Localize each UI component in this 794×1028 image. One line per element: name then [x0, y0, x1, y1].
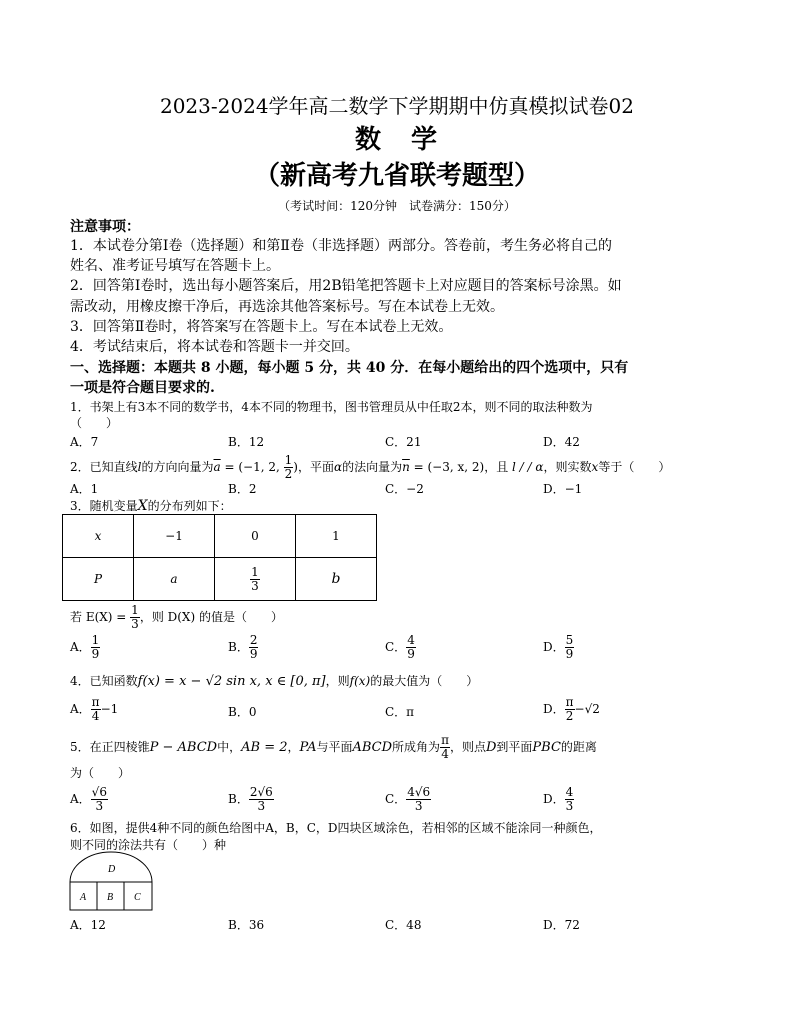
table-cell: 0	[215, 515, 296, 558]
notice-item-1b: 姓名、准考证号填写在答题卡上。	[70, 258, 280, 274]
q2-option-c: C．−2	[385, 482, 424, 496]
q1-option-d: D．42	[543, 435, 580, 449]
distribution-table	[62, 514, 377, 601]
q5-option-d: D． $\frac{4}{3}$	[543, 785, 574, 813]
q2-option-d: D．−1	[543, 482, 583, 496]
table-cell: a	[134, 558, 215, 601]
q2-frac-half: $\frac{1}{2}$	[284, 453, 293, 481]
region-label-a: A	[80, 892, 87, 903]
q1-stem-a: 1．书架上有3本不同的数学书，4本不同的物理书，图书管理员从中任取2本，则不同的取法种数为	[70, 400, 593, 414]
notice-item-3: 3．回答第Ⅱ卷时，将答案写在答题卡上。写在本试卷上无效。	[70, 319, 453, 335]
q6-option-c: C．48	[385, 918, 422, 932]
table-row	[63, 558, 377, 601]
region-figure	[68, 850, 154, 912]
q3-intro: 3．随机变量X的分布列如下：	[70, 498, 232, 514]
notice-heading: 注意事项：	[70, 219, 140, 235]
q5-stem-b: 为（ ）	[70, 766, 131, 780]
region-label-c: C	[134, 892, 141, 903]
q2-stem: 2．已知直线l的方向向量为$\overline{a} = (-1$, 2, $\frac{1}{2}$ )，平面α的法向量为$\overline{n} = (-3$, x, 2)，且 l / / α，则实数x等于（ ）	[70, 453, 671, 481]
table-cell: $\frac{1}{3}$	[215, 558, 296, 601]
q5-option-b: B． $\frac{2√6}{3}$	[228, 785, 273, 813]
region-label-d: D	[108, 864, 116, 875]
region-label-b: B	[107, 892, 114, 903]
q1-option-b: B．12	[228, 435, 265, 449]
q4-option-b: B．0	[228, 705, 257, 719]
q3-option-c: C． $\frac{4}{9}$	[385, 633, 415, 661]
notice-item-4: 4．考试结束后，将本试卷和答题卡一并交回。	[70, 339, 359, 355]
q4-stem: 4．已知函数f(x) = x − √2 sin x, x ∈ [0, π]，则f(x)的最大值为（ ）	[70, 674, 479, 689]
q3-option-d: D． $\frac{5}{9}$	[543, 633, 574, 661]
notice-item-2a: 2．回答第Ⅰ卷时，选出每小题答案后，用2B铅笔把答题卡上对应题目的答案标号涂黑。如	[70, 278, 622, 294]
exam-title: 2023-2024学年高二数学下学期期中仿真模拟试卷02	[159, 94, 634, 118]
subject-title: 数 学	[354, 125, 439, 155]
table-cell: x	[63, 515, 134, 558]
q6-option-a: A．12	[70, 918, 106, 932]
exam-type-title: （新高考九省联考题型）	[253, 161, 540, 191]
q6-stem-b: 则不同的涂法共有（ ）种	[70, 838, 227, 852]
q4-option-c: C．π	[385, 705, 415, 719]
q1-option-c: C．21	[385, 435, 422, 449]
table-row	[63, 515, 377, 558]
table-cell: b	[296, 558, 377, 601]
q5-option-a: A． $\frac{√6}{3}$	[70, 785, 107, 813]
exam-info: （考试时间：120分钟 试卷满分：150分）	[278, 199, 516, 213]
table-cell: 1	[296, 515, 377, 558]
q2-option-a: A．1	[70, 482, 99, 496]
q4-option-d: D． $\frac{\pi}{2}$ −√2	[543, 695, 600, 723]
q2-option-b: B．2	[228, 482, 257, 496]
q1-stem-b: （ ）	[70, 416, 119, 430]
table-cell: P	[63, 558, 134, 601]
table-cell: −1	[134, 515, 215, 558]
q6-option-b: B．36	[228, 918, 265, 932]
section-heading-a: 一、选择题：本题共 8 小题，每小题 5 分，共 40 分．在每小题给出的四个选项中，只有	[70, 360, 629, 376]
q5-option-c: C． $\frac{4√6}{3}$	[385, 785, 431, 813]
notice-item-2b: 需改动，用橡皮擦干净后，再选涂其他答案标号。写在本试卷上无效。	[70, 299, 504, 315]
q3-condition: 若 E(X) = $\frac{1}{3}$ ，则 D(X) 的值是（ ）	[70, 603, 283, 631]
q6-option-d: D．72	[543, 918, 580, 932]
q5-stem-a: 5．在正四棱锥P − ABCD中，AB = 2，PA与平面ABCD所成角为 $\frac{\pi}{4}$ ，则点D到平面PBC的距离	[70, 733, 597, 761]
q4-option-a: A． $\frac{\pi}{4}$ −1	[70, 695, 119, 723]
notice-item-1a: 1．本试卷分第Ⅰ卷（选择题）和第Ⅱ卷（非选择题）两部分。答卷前，考生务必将自己的	[70, 238, 612, 254]
q3-option-a: A． $\frac{1}{9}$	[70, 633, 100, 661]
q6-stem-a: 6．如图，提供4种不同的颜色给图中A，B，C，D四块区域涂色，若相邻的区域不能涂同一种颜色，	[70, 821, 602, 835]
q3-option-b: B． $\frac{2}{9}$	[228, 633, 258, 661]
section-heading-b: 一项是符合题目要求的.	[70, 380, 215, 396]
q1-option-a: A．7	[70, 435, 99, 449]
